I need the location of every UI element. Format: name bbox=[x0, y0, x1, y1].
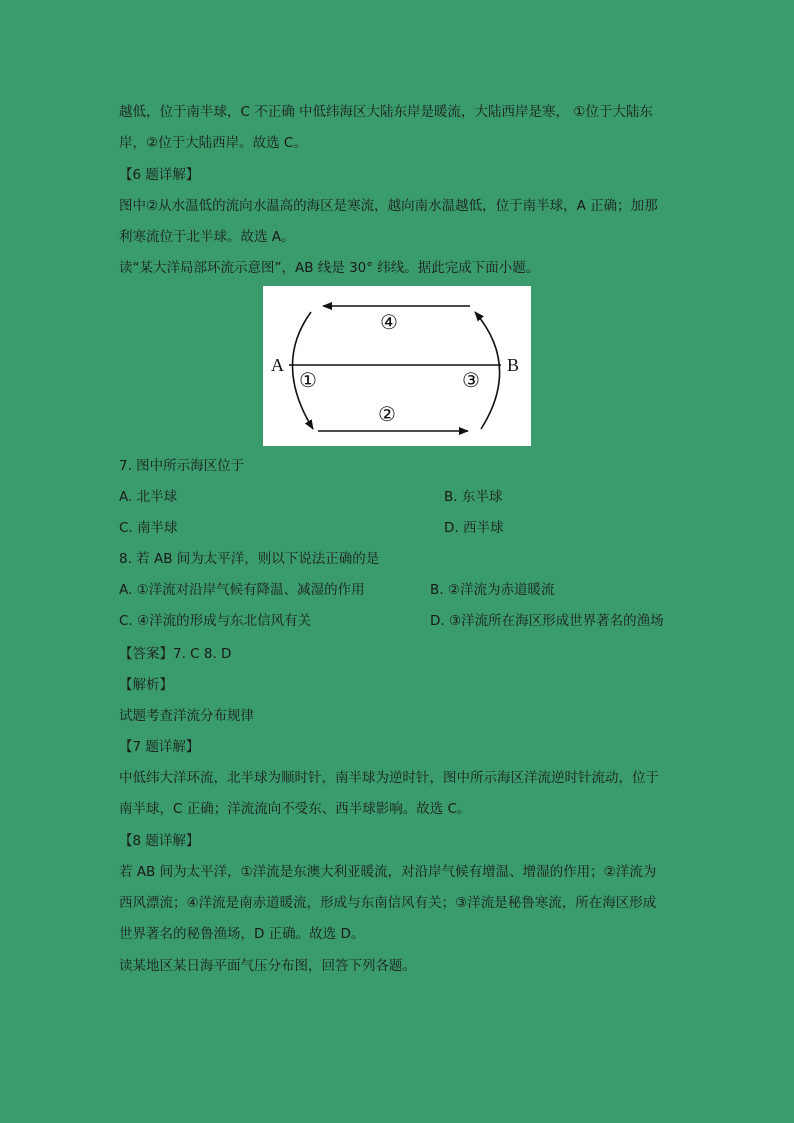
circled-4: ④ bbox=[380, 310, 398, 334]
analysis-text: 试题考查洋流分布规律 bbox=[119, 708, 254, 724]
circled-2: ② bbox=[378, 402, 396, 426]
question-8: 8. 若 AB 间为太平洋，则以下说法正确的是 bbox=[119, 551, 380, 567]
paragraph-line: 西风漂流；④洋流是南赤道暖流，形成与东南信风有关；③洋流是秘鲁寒流，所在海区形成 bbox=[119, 895, 657, 911]
paragraph-line: 图中②从水温低的流向水温高的海区是寒流，越向南水温越低，位于南半球，A 正确；加那 bbox=[119, 198, 658, 214]
paragraph-line: 岸，②位于大陆西岸。故选 C。 bbox=[119, 135, 307, 151]
q8-option-c: C. ④洋流的形成与东北信风有关 bbox=[119, 613, 312, 629]
q8-option-b: B. ②洋流为赤道暖流 bbox=[430, 582, 555, 598]
q7-option-a: A. 北半球 bbox=[119, 489, 178, 505]
question-intro: 读“某大洋局部环流示意图”，AB 线是 30° 纬线。据此完成下面小题。 bbox=[119, 260, 540, 276]
question-7: 7. 图中所示海区位于 bbox=[119, 458, 245, 474]
q7-option-c: C. 南半球 bbox=[119, 520, 178, 536]
q8-option-d: D. ③洋流所在海区形成世界著名的渔场 bbox=[430, 613, 664, 629]
analysis-header: 【解析】 bbox=[119, 677, 173, 693]
circled-1: ① bbox=[299, 368, 317, 392]
ocean-circulation-diagram bbox=[263, 286, 531, 446]
section-header: 【8 题详解】 bbox=[119, 833, 200, 849]
section-header: 【6 题详解】 bbox=[119, 167, 200, 183]
paragraph-line: 世界著名的秘鲁渔场，D 正确。故选 D。 bbox=[119, 926, 365, 942]
paragraph-line: 中低纬大洋环流，北半球为顺时针，南半球为逆时针，图中所示海区洋流逆时针流动，位于 bbox=[119, 770, 659, 786]
q7-option-b: B. 东半球 bbox=[444, 489, 503, 505]
label-b: B bbox=[507, 355, 520, 375]
q8-option-a: A. ①洋流对沿岸气候有降温、减湿的作用 bbox=[119, 582, 365, 598]
answer-line: 【答案】7. C 8. D bbox=[119, 646, 232, 662]
paragraph-line: 利寒流位于北半球。故选 A。 bbox=[119, 229, 295, 245]
section-header: 【7 题详解】 bbox=[119, 739, 200, 755]
question-intro: 读某地区某日海平面气压分布图，回答下列各题。 bbox=[119, 958, 416, 974]
label-a: A bbox=[271, 355, 284, 375]
circled-3: ③ bbox=[462, 368, 480, 392]
ocean-circulation-figure bbox=[263, 286, 531, 446]
paragraph-line: 越低，位于南半球，C 不正确 中低纬海区大陆东岸是暖流，大陆西岸是寒， ①位于大陆东 bbox=[119, 104, 653, 120]
paragraph-line: 南半球，C 正确；洋流流向不受东、西半球影响。故选 C。 bbox=[119, 801, 471, 817]
q7-option-d: D. 西半球 bbox=[444, 520, 504, 536]
paragraph-line: 若 AB 间为太平洋，①洋流是东澳大利亚暖流，对沿岸气候有增温、增湿的作用；②洋流为 bbox=[119, 864, 657, 880]
